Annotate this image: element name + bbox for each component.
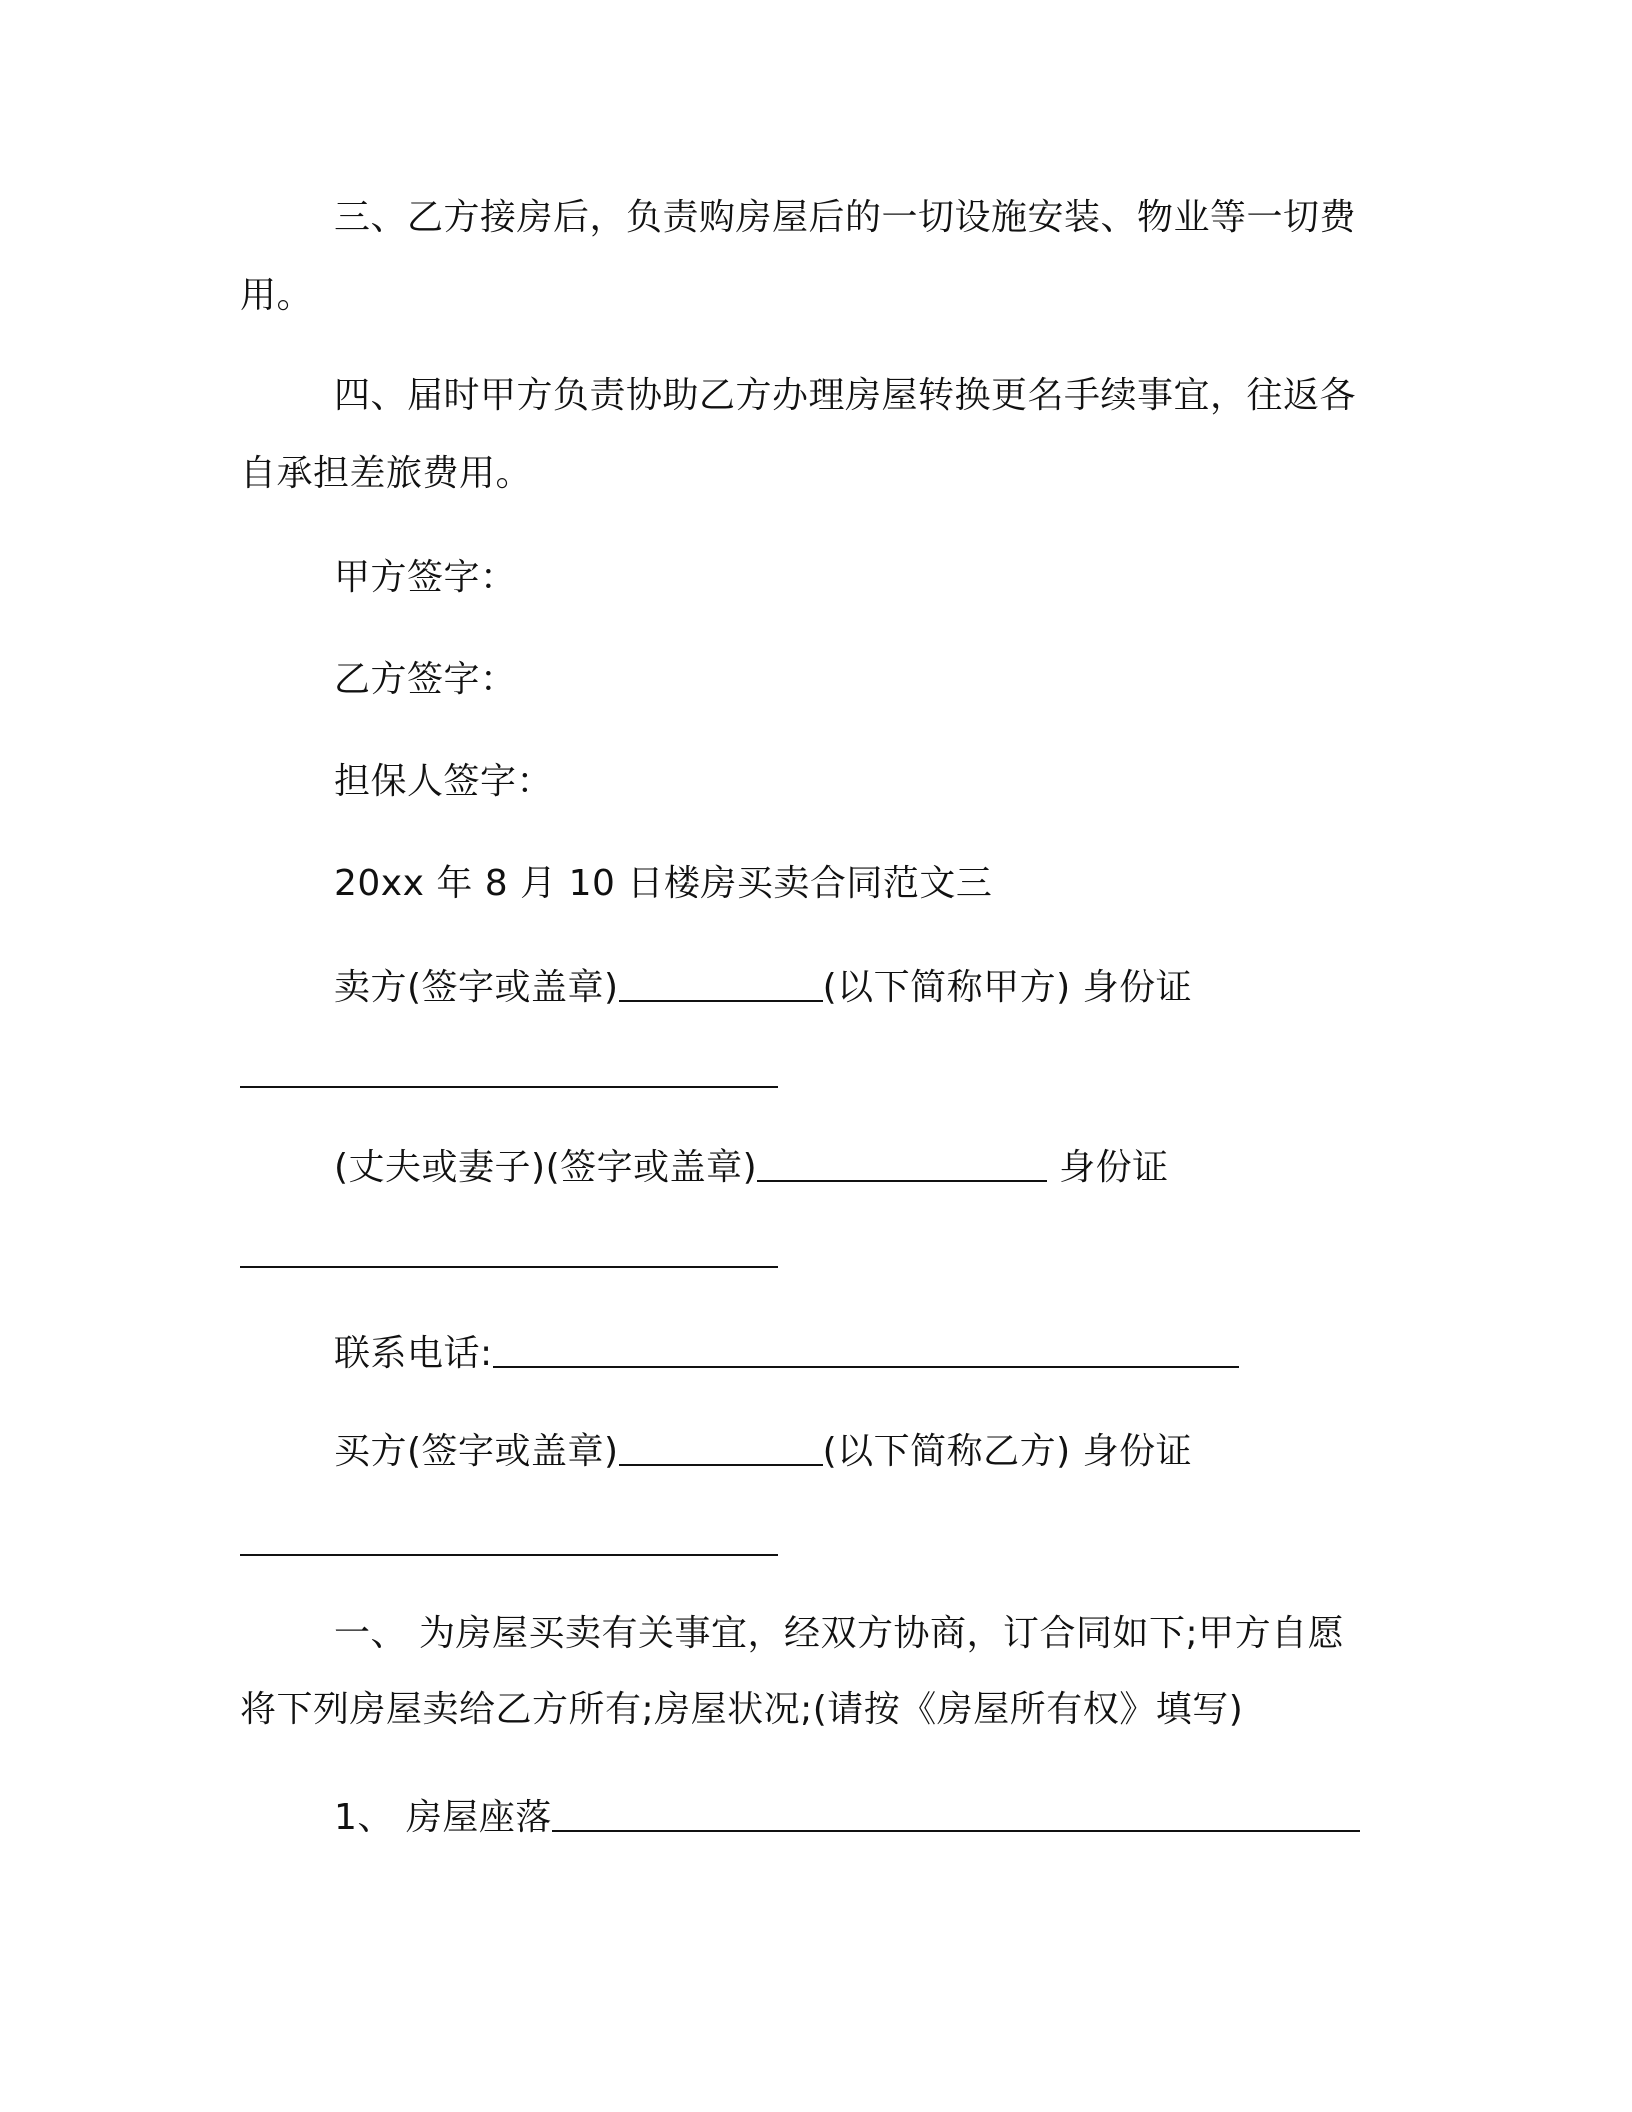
item-1-line <box>334 1796 1360 1840</box>
contract-date-title: 20xx 年 8 月 10 日楼房买卖合同范文三 <box>334 863 993 904</box>
spouse-id-blank <box>240 1266 778 1268</box>
contact-phone-blank <box>493 1332 1239 1368</box>
party-b-signature-label: 乙方签字： <box>334 659 517 700</box>
buyer-name-blank <box>619 1430 823 1466</box>
spouse-name-blank <box>757 1146 1047 1182</box>
clause-4-line-2: 自承担差旅费用。 <box>240 453 533 494</box>
clause-1-line-1: 一、 为房屋买卖有关事宜，经双方协商，订合同如下;甲方自愿 <box>334 1613 1345 1654</box>
spouse-suffix: 身份证 <box>1047 1147 1169 1188</box>
seller-name-blank <box>619 966 823 1002</box>
clause-4-line-1: 四、届时甲方负责协助乙方办理房屋转换更名手续事宜，往返各 <box>334 375 1357 416</box>
buyer-label: 买方(签字或盖章) <box>334 1431 619 1472</box>
seller-line <box>334 966 1192 1010</box>
property-location-blank <box>552 1796 1360 1832</box>
item-1-label: 1、 房屋座落 <box>334 1797 552 1838</box>
seller-suffix: (以下简称甲方) 身份证 <box>822 967 1193 1008</box>
seller-id-blank <box>240 1086 778 1088</box>
spouse-line <box>334 1146 1169 1190</box>
contact-line <box>334 1332 1239 1376</box>
seller-label: 卖方(签字或盖章) <box>334 967 619 1008</box>
clause-3-line-2: 用。 <box>240 275 314 316</box>
clause-1-line-2: 将下列房屋卖给乙方所有;房屋状况;(请按《房屋所有权》填写) <box>240 1689 1244 1730</box>
contact-label: 联系电话: <box>334 1333 493 1374</box>
spouse-label: (丈夫或妻子)(签字或盖章) <box>334 1147 758 1188</box>
clause-3-line-1: 三、乙方接房后，负责购房屋后的一切设施安装、物业等一切费 <box>334 197 1357 238</box>
buyer-suffix: (以下简称乙方) 身份证 <box>822 1431 1193 1472</box>
guarantor-signature-label: 担保人签字： <box>334 761 554 802</box>
buyer-line <box>334 1430 1192 1474</box>
party-a-signature-label: 甲方签字： <box>334 557 517 598</box>
buyer-id-blank <box>240 1554 778 1556</box>
